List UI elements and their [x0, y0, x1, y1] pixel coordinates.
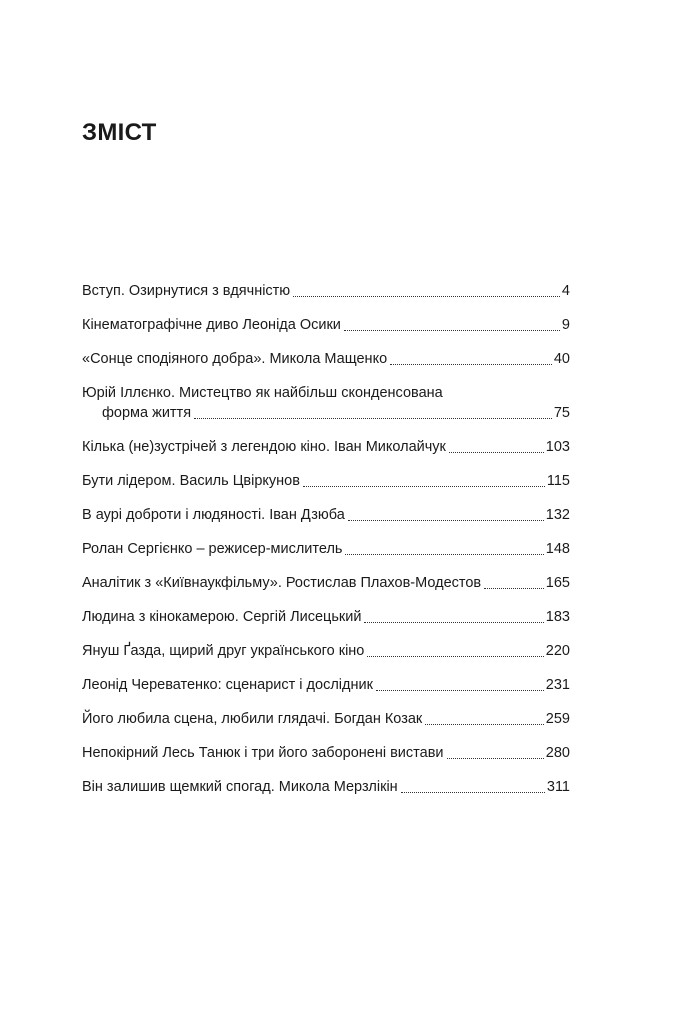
page-title: ЗМІСТ	[82, 119, 157, 146]
dot-leader	[344, 320, 560, 331]
toc-entry	[82, 505, 570, 525]
toc-entry	[82, 539, 570, 559]
toc-page-number: 280	[545, 745, 570, 761]
toc-entry	[82, 709, 570, 729]
dot-leader	[425, 714, 544, 725]
dot-leader	[364, 612, 543, 623]
toc-entry	[82, 573, 570, 593]
toc-entry	[82, 315, 570, 335]
dot-leader	[348, 510, 544, 521]
toc-page-number: 165	[545, 575, 570, 591]
toc-entry-title-line2: форма життя	[102, 405, 192, 421]
toc-page-number: 148	[545, 541, 570, 557]
toc-page-number: 115	[546, 473, 570, 489]
toc-entry-title: Леонід Череватенко: сценарист і дослідник	[82, 677, 373, 693]
toc-entry-title: Ролан Сергієнко – режисер-мислитель	[82, 541, 343, 557]
toc-page-number: 231	[545, 677, 570, 693]
toc-page-number: 259	[545, 711, 570, 727]
toc-entry	[82, 383, 570, 423]
dot-leader	[449, 442, 544, 453]
toc-page-number: 183	[545, 609, 570, 625]
toc-page-number: 4	[561, 283, 570, 299]
toc-entry	[82, 607, 570, 627]
dot-leader	[293, 286, 560, 297]
toc-entry-title: Кілька (не)зустрічей з легендою кіно. Іван Миколайчук	[82, 439, 446, 455]
toc-page-number: 220	[545, 643, 570, 659]
toc-entry	[82, 281, 570, 301]
dot-leader	[345, 544, 543, 555]
dot-leader	[484, 578, 544, 589]
dot-leader	[447, 748, 544, 759]
toc-entry-title: «Сонце сподіяного добра». Микола Мащенко	[82, 351, 388, 367]
toc-entry-title: Вступ. Озирнутися з вдячністю	[82, 283, 291, 299]
toc-entry-title: Людина з кінокамерою. Сергій Лисецький	[82, 609, 362, 625]
table-of-contents	[82, 281, 570, 811]
toc-entry-continuation	[82, 403, 570, 423]
dot-leader	[401, 782, 545, 793]
toc-page-number: 132	[545, 507, 570, 523]
toc-entry-title-line1: Юрій Іллєнко. Мистецтво як найбільш сконденсована	[82, 385, 443, 401]
toc-entry	[82, 349, 570, 369]
dot-leader	[376, 680, 544, 691]
toc-entry-title: Януш Ґазда, щирий друг українського кіно	[82, 643, 365, 659]
toc-page-number: 103	[545, 439, 570, 455]
dot-leader	[367, 646, 543, 657]
toc-entry	[82, 777, 570, 797]
toc-entry	[82, 471, 570, 491]
dot-leader	[303, 476, 545, 487]
toc-page-number: 9	[561, 317, 570, 333]
toc-entry-title: Його любила сцена, любили глядачі. Богдан Козак	[82, 711, 423, 727]
dot-leader	[194, 408, 552, 419]
toc-entry-title: Він залишив щемкий спогад. Микола Мерзлікін	[82, 779, 398, 795]
toc-page-number: 75	[553, 405, 570, 421]
toc-entry	[82, 437, 570, 457]
toc-page-number: 311	[546, 779, 570, 795]
toc-entry	[82, 743, 570, 763]
toc-entry-title: Аналітик з «Київнаукфільму». Ростислав Плахов-Модестов	[82, 575, 482, 591]
toc-page-number: 40	[553, 351, 570, 367]
toc-entry-title: Бути лідером. Василь Цвіркунов	[82, 473, 300, 489]
dot-leader	[390, 354, 552, 365]
toc-entry	[82, 641, 570, 661]
toc-entry	[82, 675, 570, 695]
toc-entry-title: В аурі доброти і людяності. Іван Дзюба	[82, 507, 345, 523]
toc-entry-title: Кінематографічне диво Леоніда Осики	[82, 317, 341, 333]
toc-entry-title: Непокірний Лесь Танюк і три його заборонені вистави	[82, 745, 444, 761]
